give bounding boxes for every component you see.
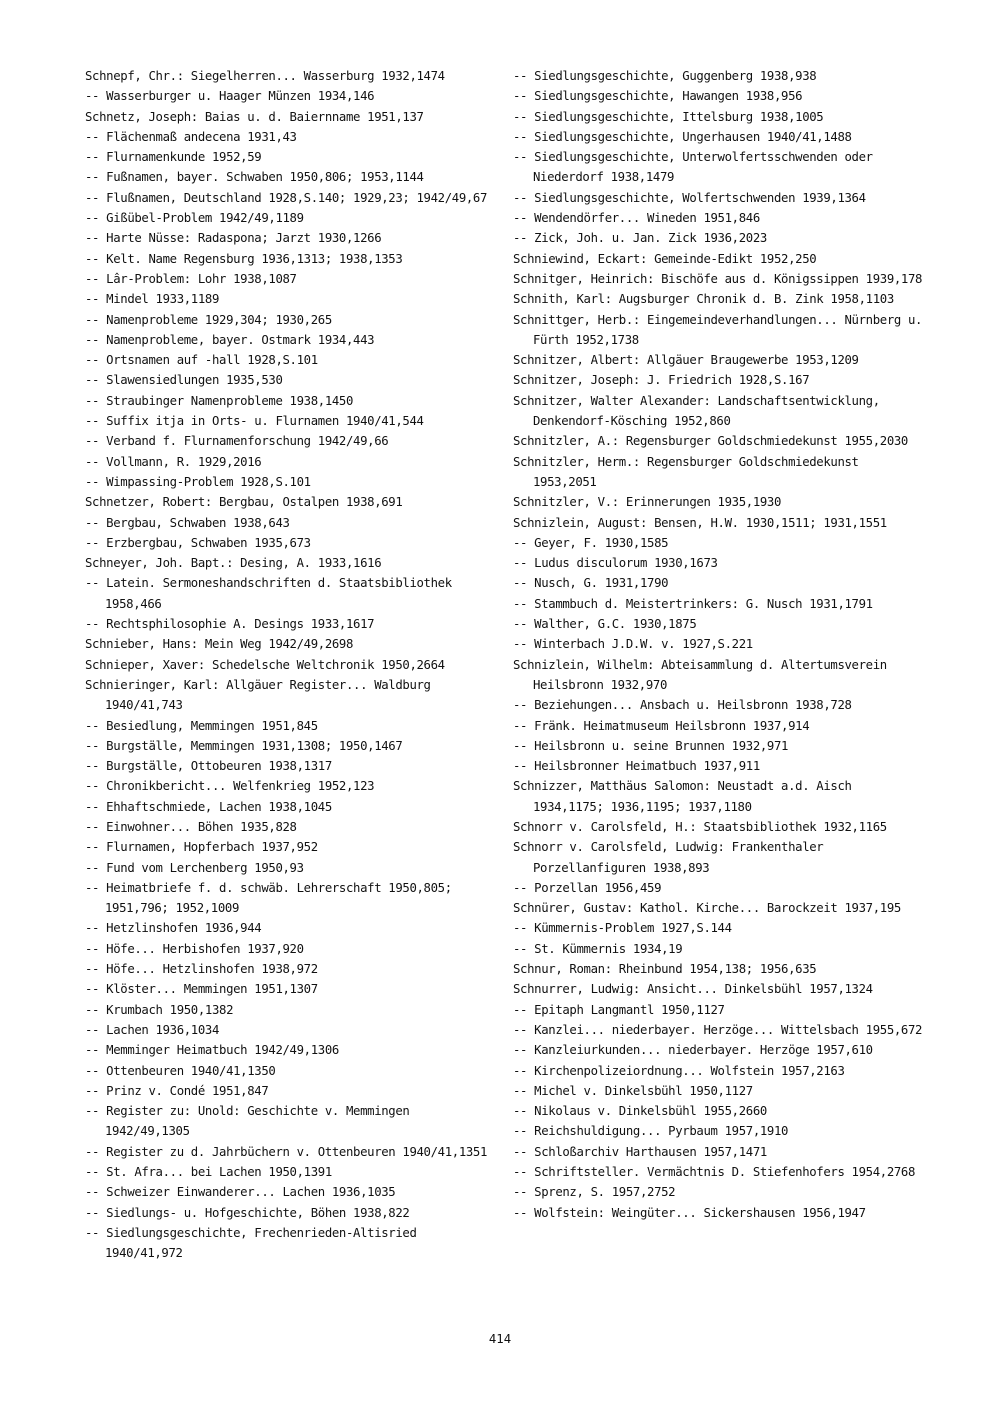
index-entry: -- Geyer, F. 1930,1585 [513,535,669,550]
index-entry: -- Flurnamen, Hopferbach 1937,952 [85,840,318,855]
index-entry: -- Wasserburger u. Haager Münzen 1934,146 [85,89,375,104]
index-entry: -- Epitaph Langmantl 1950,1127 [513,1002,725,1017]
index-entry: -- Fund vom Lerchenberg 1950,93 [85,860,304,875]
index-entry: -- Verband f. Flurnamenforschung 1942/49,66 [85,434,389,449]
index-entry: -- Porzellan 1956,459 [513,880,662,895]
index-entry: -- Schloßarchiv Harthausen 1957,1471 [513,1144,767,1159]
index-entry: -- St. Kümmernis 1934,19 [513,941,683,956]
index-entry: -- Sprenz, S. 1957,2752 [513,1185,676,1200]
index-entry: Schnittger, Herb.: Eingemeindeverhandlungen... Nürnberg u. Fürth 1952,1738 [513,312,923,347]
index-entry: -- Winterbach J.D.W. v. 1927,S.221 [513,637,753,652]
index-entry: -- Erzbergbau, Schwaben 1935,673 [85,535,311,550]
index-entry: -- Siedlungs- u. Hofgeschichte, Böhen 1938,822 [85,1205,410,1220]
index-entry: -- Ortsnamen auf -hall 1928,S.101 [85,353,318,368]
index-entry: -- Register zu: Unold: Geschichte v. Memmingen 1942/49,1305 [85,1104,410,1139]
index-entry: -- Wendendörfer... Wineden 1951,846 [513,211,760,226]
index-entry: -- Prinz v. Condé 1951,847 [85,1083,269,1098]
index-entry: -- Höfe... Hetzlinshofen 1938,972 [85,962,318,977]
index-entry: -- Burgställe, Memmingen 1931,1308; 1950,1467 [85,738,403,753]
index-entry: Schnurrer, Ludwig: Ansicht... Dinkelsbühl 1957,1324 [513,982,873,997]
index-entry: -- Kanzleiurkunden... niederbayer. Herzöge 1957,610 [513,1043,873,1058]
index-entry: -- Siedlungsgeschichte, Ittelsburg 1938,1005 [513,109,824,124]
index-entry: -- Namenprobleme 1929,304; 1930,265 [85,312,332,327]
index-entry: -- Krumbach 1950,1382 [85,1002,234,1017]
index-entry: -- Beziehungen... Ansbach u. Heilsbronn 1938,728 [513,698,852,713]
index-entry: -- Straubinger Namenprobleme 1938,1450 [85,393,354,408]
index-entry: Schnitzer, Albert: Allgäuer Braugewerbe 1953,1209 [513,353,859,368]
index-entry: Schnitzer, Joseph: J. Friedrich 1928,S.167 [513,373,810,388]
index-entry: -- Schriftsteller. Vermächtnis D. Stiefenhofers 1954,2768 [513,1165,916,1180]
index-entry: -- Burgställe, Ottobeuren 1938,1317 [85,759,332,774]
index-entry: -- Slawensiedlungen 1935,530 [85,373,283,388]
index-entry: -- Kirchenpolizeiordnung... Wolfstein 1957,2163 [513,1063,845,1078]
index-entry: -- Einwohner... Böhen 1935,828 [85,819,297,834]
index-entry: Schnieber, Hans: Mein Weg 1942/49,2698 [85,637,354,652]
index-entry: -- Lachen 1936,1034 [85,1022,220,1037]
index-entry: -- Wimpassing-Problem 1928,S.101 [85,474,311,489]
index-entry: -- Heimatbriefe f. d. schwäb. Lehrerschaft 1950,805; 1951,796; 1952,1009 [85,880,452,916]
index-entry: -- Namenprobleme, bayer. Ostmark 1934,443 [85,332,375,347]
index-entry: -- Kelt. Name Regensburg 1936,1313; 1938,1353 [85,251,403,266]
index-entry: -- Walther, G.C. 1930,1875 [513,617,697,632]
left-column [85,66,495,1264]
index-entry: -- Ottenbeuren 1940/41,1350 [85,1063,276,1078]
index-entry: -- Heilsbronn u. seine Brunnen 1932,971 [513,738,789,753]
index-entry: Schnetz, Joseph: Baias u. d. Baiernname 1951,137 [85,109,424,124]
index-entry: -- Heilsbronner Heimatbuch 1937,911 [513,759,760,774]
index-entry: -- Gißübel-Problem 1942/49,1189 [85,211,304,226]
index-entry: -- Rechtsphilosophie A. Desings 1933,1617 [85,617,375,632]
index-entry: -- Ehhaftschmiede, Lachen 1938,1045 [85,799,332,814]
index-entry: -- Hetzlinshofen 1936,944 [85,921,262,936]
index-entry: Schnitzler, A.: Regensburger Goldschmiedekunst 1955,2030 [513,434,908,449]
index-entry: -- Stammbuch d. Meistertrinkers: G. Nusch 1931,1791 [513,596,873,611]
index-entry: Schnizlein, August: Bensen, H.W. 1930,1511; 1931,1551 [513,515,887,530]
index-entry: Schnith, Karl: Augsburger Chronik d. B. Zink 1958,1103 [513,292,894,307]
index-entry: -- Höfe... Herbishofen 1937,920 [85,941,304,956]
index-entry: -- Siedlungsgeschichte, Wolfertschwenden 1939,1364 [513,190,866,205]
index-entry: -- Schweizer Einwanderer... Lachen 1936,1035 [85,1185,396,1200]
index-entry: -- Register zu d. Jahrbüchern v. Ottenbeuren 1940/41,1351 [85,1144,488,1159]
index-entry: Schnizlein, Wilhelm: Abteisammlung d. Altertumsverein Heilsbronn 1932,970 [513,657,887,692]
index-entry: -- Flächenmaß andecena 1931,43 [85,129,297,144]
index-entry: Schnur, Roman: Rheinbund 1954,138; 1956,635 [513,962,817,977]
index-entry: -- Siedlungsgeschichte, Ungerhausen 1940/41,1488 [513,129,852,144]
index-entry: -- Lâr-Problem: Lohr 1938,1087 [85,271,297,286]
index-entry: Schnieper, Xaver: Schedelsche Weltchronik 1950,2664 [85,657,445,672]
index-entry: -- Besiedlung, Memmingen 1951,845 [85,718,318,733]
index-entry: Schnorr v. Carolsfeld, H.: Staatsbibliothek 1932,1165 [513,819,887,834]
index-entry: Schnürer, Gustav: Kathol. Kirche... Barockzeit 1937,195 [513,901,901,916]
index-entry: -- Bergbau, Schwaben 1938,643 [85,515,290,530]
index-entry: -- Fußnamen, bayer. Schwaben 1950,806; 1953,1144 [85,170,424,185]
index-entry: -- Wolfstein: Weingüter... Sickershausen 1956,1947 [513,1205,866,1220]
index-entry: -- Siedlungsgeschichte, Guggenberg 1938,938 [513,69,817,83]
index-entry: Schnepf, Chr.: Siegelherren... Wasserburg 1932,1474 [85,69,445,83]
index-entry: Schnorr v. Carolsfeld, Ludwig: Frankenthaler Porzellanfiguren 1938,893 [513,840,824,875]
index-entry: -- Reichshuldigung... Pyrbaum 1957,1910 [513,1124,789,1139]
index-entry: -- Kümmernis-Problem 1927,S.144 [513,921,732,936]
index-entry: -- Mindel 1933,1189 [85,292,220,307]
index-entry: -- Latein. Sermoneshandschriften d. Staatsbibliothek 1958,466 [85,576,452,611]
index-entry: Schnieringer, Karl: Allgäuer Register... Waldburg 1940/41,743 [85,677,431,713]
index-entry: -- Memminger Heimatbuch 1942/49,1306 [85,1043,339,1058]
index-entry: -- Ludus disculorum 1930,1673 [513,556,718,571]
index-entry: -- Nikolaus v. Dinkelsbühl 1955,2660 [513,1104,767,1119]
index-entry: -- Harte Nüsse: Radaspona; Jarzt 1930,1266 [85,231,382,246]
index-entry: Schneyer, Joh. Bapt.: Desing, A. 1933,1616 [85,556,382,571]
index-entry: -- Flurnamenkunde 1952,59 [85,150,262,165]
index-entry: -- Siedlungsgeschichte, Hawangen 1938,956 [513,89,803,104]
index-entry: -- Siedlungsgeschichte, Unterwolfertsschwenden oder Niederdorf 1938,1479 [513,150,873,185]
index-entry: -- Kanzlei... niederbayer. Herzöge... Wittelsbach 1955,672 [513,1022,923,1037]
right-column [513,66,928,1223]
index-entry: Schniewind, Eckart: Gemeinde-Edikt 1952,250 [513,251,817,266]
index-entry: -- St. Afra... bei Lachen 1950,1391 [85,1165,332,1180]
index-entry: Schnitger, Heinrich: Bischöfe aus d. Königssippen 1939,178 [513,271,923,286]
index-entry: -- Suffix itja in Orts- u. Flurnamen 1940/41,544 [85,414,424,429]
index-entry: Schnizzer, Matthäus Salomon: Neustadt a.d. Aisch 1934,1175; 1936,1195; 1937,1180 [513,779,852,814]
index-entry: -- Flußnamen, Deutschland 1928,S.140; 1929,23; 1942/49,67 [85,190,488,205]
index-entry: Schnitzler, V.: Erinnerungen 1935,1930 [513,495,782,510]
index-entry: -- Fränk. Heimatmuseum Heilsbronn 1937,914 [513,718,810,733]
index-entry: -- Klöster... Memmingen 1951,1307 [85,982,318,997]
index-entry: -- Nusch, G. 1931,1790 [513,576,669,591]
index-entry: Schnitzer, Walter Alexander: Landschaftsentwicklung, Denkendorf-Kösching 1952,860 [513,393,880,429]
index-entry: Schnitzler, Herm.: Regensburger Goldschmiedekunst 1953,2051 [513,454,859,489]
index-entry: -- Siedlungsgeschichte, Frechenrieden-Altisried 1940/41,972 [85,1225,417,1261]
index-entry: -- Vollmann, R. 1929,2016 [85,454,262,469]
index-entry: -- Chronikbericht... Welfenkrieg 1952,123 [85,779,375,794]
page-number: 414 [488,1332,512,1346]
index-entry: Schnetzer, Robert: Bergbau, Ostalpen 1938,691 [85,495,403,510]
index-entry: -- Zick, Joh. u. Jan. Zick 1936,2023 [513,231,767,246]
index-entry: -- Michel v. Dinkelsbühl 1950,1127 [513,1083,753,1098]
